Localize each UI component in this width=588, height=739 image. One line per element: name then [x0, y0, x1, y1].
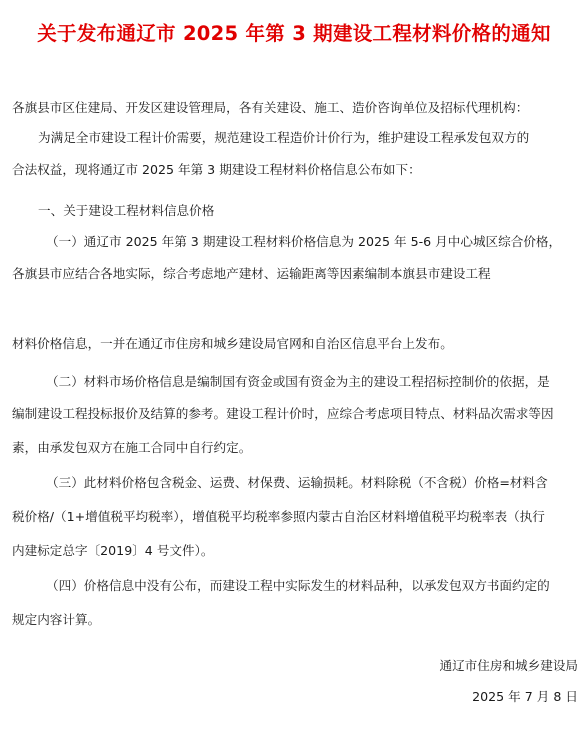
issue-date: 2025 年 7 月 8 日 — [472, 689, 578, 704]
item-3-line-1: （三）此材料价格包含税金、运费、材保费、运输损耗。材料除税（不含税）价格=材料含 — [46, 475, 548, 490]
addressee-line: 各旗县市区住建局、开发区建设管理局，各有关建设、施工、造价咨询单位及招标代理机构： — [12, 100, 529, 115]
item-2-line-3: 素，由承发包双方在施工合同中自行约定。 — [12, 440, 252, 455]
item-3-line-3: 内建标定总字〔2019〕4 号文件）。 — [12, 543, 214, 558]
item-3-line-2: 税价格/（1+增值税平均税率），增值税平均税率参照内蒙古自治区材料增值税平均税率表（执行 — [12, 509, 545, 524]
item-2-line-2: 编制建设工程投标报价及结算的参考。建设工程计价时，应综合考虑项目特点、材料品次需求等因 — [12, 406, 554, 421]
notice-title: 关于发布通辽市 2025 年第 3 期建设工程材料价格的通知 — [37, 22, 551, 45]
item-4-line-2: 规定内容计算。 — [12, 612, 101, 627]
paragraph-intro-line-2: 合法权益，现将通辽市 2025 年第 3 期建设工程材料价格信息公布如下： — [12, 162, 421, 177]
paragraph-intro-line-1: 为满足全市建设工程计价需要，规范建设工程造价计价行为，维护建设工程承发包双方的 — [38, 130, 530, 145]
issuer-signature: 通辽市住房和城乡建设局 — [439, 658, 578, 673]
item-1-line-2: 各旗县市应结合各地实际，综合考虑地产建材、运输距离等因素编制本旗县市建设工程 — [12, 266, 491, 281]
item-4-line-1: （四）价格信息中没有公布，而建设工程中实际发生的材料品种，以承发包双方书面约定的 — [46, 578, 550, 593]
item-2-line-1: （二）材料市场价格信息是编制国有资金或国有资金为主的建设工程招标控制价的依据，是 — [46, 374, 550, 389]
item-1-line-3: 材料价格信息，一并在通辽市住房和城乡建设局官网和自治区信息平台上发布。 — [12, 336, 453, 351]
section-heading: 一、关于建设工程材料信息价格 — [38, 203, 215, 218]
item-1-line-1: （一）通辽市 2025 年第 3 期建设工程材料价格信息为 2025 年 5-6 月中心城区综合价格， — [46, 234, 562, 249]
